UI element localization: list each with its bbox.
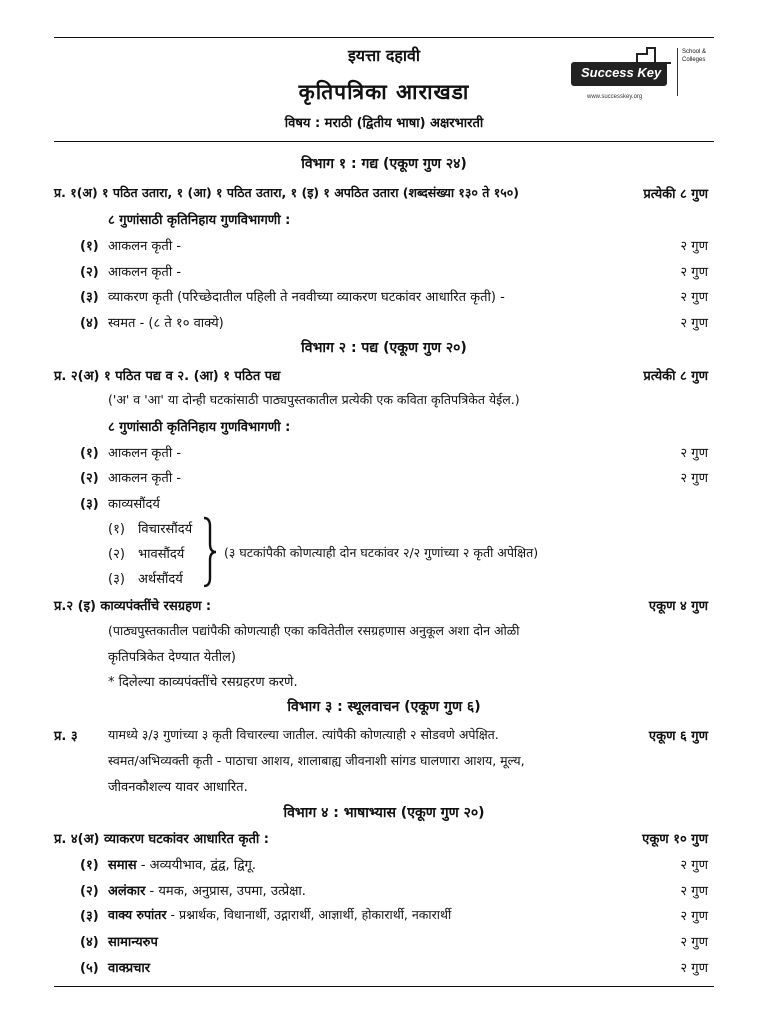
list-item-number: (१) bbox=[80, 239, 99, 254]
beauty-item-text: विचारसौंदर्य bbox=[138, 522, 193, 537]
beauty-note: (३ घटकांपैकी कोणत्याही दोन घटकांवर २/२ गुणांच्या २ कृती अपेक्षित) bbox=[224, 545, 539, 560]
section2-heading: विभाग २ : पद्य (एकूण गुण २०) bbox=[301, 340, 467, 356]
list-item-text: - यमक, अनुप्रास, उपमा, उत्प्रेक्षा. bbox=[145, 884, 306, 899]
list-item-marks: २ गुण bbox=[680, 265, 708, 280]
section2-note: ('अ' व 'आ' या दोन्ही घटकांसाठी पाठ्यपुस्तकातील प्रत्येकी एक कविता कृतिपत्रिकेत येईल.) bbox=[108, 392, 520, 407]
list-item bbox=[108, 881, 306, 899]
class-title: इयत्ता दहावी bbox=[347, 46, 421, 65]
list-item-title: वाक्प्रचार bbox=[108, 961, 151, 976]
list-item-marks: २ गुण bbox=[680, 961, 708, 976]
section1-heading: विभाग १ : गद्य (एकूण गुण २४) bbox=[301, 156, 467, 172]
list-item-number: (४) bbox=[80, 316, 99, 331]
list-item-number: (३) bbox=[80, 909, 99, 924]
section2-question: प्र. २(अ) १ पठित पद्य व २. (आ) १ पठित पद्य bbox=[54, 369, 281, 384]
list-item-marks: २ गुण bbox=[680, 239, 708, 254]
logo-text: Success Key bbox=[581, 65, 662, 80]
list-item bbox=[108, 906, 451, 923]
list-item-number: (३) bbox=[80, 497, 99, 512]
list-item-marks: २ गुण bbox=[680, 316, 708, 331]
list-item-marks: २ गुण bbox=[680, 909, 708, 924]
beauty-item-number: (३) bbox=[108, 572, 125, 587]
section2-e-line3: * दिलेल्या काव्यपंक्तींचे रसग्रहरण करणे. bbox=[108, 675, 298, 690]
section2-question-e: प्र.२ (इ) काव्यपंक्तींचे रसग्रहण : bbox=[54, 599, 212, 614]
list-item-marks: २ गुण bbox=[680, 446, 708, 461]
section2-e-line1: (पाठ्यपुस्तकातील पद्यांपैकी कोणत्याही एका कवितेतील रसग्रहणास अनुकूल अशा दोन ओळी bbox=[108, 623, 520, 638]
list-item-number: (४) bbox=[80, 935, 99, 950]
section1-question-marks: प्रत्येकी ८ गुण bbox=[643, 187, 708, 202]
list-item-text: आकलन कृती - bbox=[108, 265, 182, 280]
section3-line2: स्वमत/अभिव्यक्ती कृती - पाठाचा आशय, शालाबाह्य जीवनाशी सांगड घालणारा आशय, मूल्य, bbox=[108, 753, 525, 768]
list-item-text: - प्रश्नार्थक, विधानार्थी, उद्गारार्थी, आज्ञार्थी, होकारार्थी, नकारार्थी bbox=[166, 907, 452, 922]
header-rule bbox=[54, 141, 714, 142]
beauty-item-text: भावसौंदर्य bbox=[138, 547, 185, 562]
list-item bbox=[108, 958, 150, 976]
list-item-marks: २ गुण bbox=[680, 290, 708, 305]
list-item-marks: २ गुण bbox=[680, 858, 708, 873]
list-item-number: (३) bbox=[80, 290, 99, 305]
section4-question-marks: एकूण १० गुण bbox=[642, 832, 708, 847]
list-item-number: (१) bbox=[80, 446, 99, 461]
list-item-marks: २ गुण bbox=[680, 884, 708, 899]
list-item-number: (२) bbox=[80, 884, 99, 899]
section2-e-line2: कृतिपत्रिकेत देण्यात येतील) bbox=[108, 650, 236, 665]
main-title: कृतिपत्रिका आराखडा bbox=[298, 80, 470, 104]
logo-url: www.successkey.org bbox=[587, 94, 643, 100]
success-key-logo bbox=[567, 46, 717, 106]
logo-side-text: School & Colleges bbox=[677, 48, 712, 96]
list-item-number: (२) bbox=[80, 265, 99, 280]
list-item-title: वाक्य रुपांतर bbox=[108, 907, 167, 922]
section3-line3: जीवनकौशल्य यावर आधारित. bbox=[108, 780, 248, 795]
bottom-rule bbox=[54, 986, 714, 987]
list-item-text: काव्यसौंदर्य bbox=[108, 497, 160, 512]
list-item-text: स्वमत - (८ ते १० वाक्ये) bbox=[108, 316, 224, 331]
list-item-marks: २ गुण bbox=[680, 471, 708, 486]
list-item-title: अलंकार bbox=[108, 884, 146, 899]
beauty-item-number: (१) bbox=[108, 522, 125, 537]
beauty-item-text: अर्थसौंदर्य bbox=[138, 572, 183, 587]
list-item-title: सामान्यरुप bbox=[108, 935, 158, 950]
list-item-text: आकलन कृती - bbox=[108, 471, 182, 486]
top-rule bbox=[54, 37, 714, 38]
list-item-number: (५) bbox=[80, 961, 99, 976]
section2-question-e-marks: एकूण ४ गुण bbox=[648, 599, 708, 614]
section1-question: प्र. १(अ) १ पठित उतारा, १ (आ) १ पठित उतारा, १ (इ) १ अपठित उतारा (शब्दसंख्या १३० ते १५०) bbox=[54, 185, 519, 200]
list-item-text: व्याकरण कृती (परिच्छेदातील पहिली ते नववीच्या व्याकरण घटकांवर आधारित कृती) - bbox=[108, 290, 505, 305]
section3-heading: विभाग ३ : स्थूलवाचन (एकूण गुण ६) bbox=[287, 699, 481, 715]
curly-brace-icon bbox=[200, 516, 220, 588]
section4-heading: विभाग ४ : भाषाभ्यास (एकूण गुण २०) bbox=[283, 805, 485, 821]
list-item bbox=[108, 855, 256, 873]
subject-line: विषय : मराठी (द्वितीय भाषा) अक्षरभारती bbox=[284, 116, 484, 131]
section3-marks: एकूण ६ गुण bbox=[648, 729, 708, 744]
list-item-text: आकलन कृती - bbox=[108, 239, 182, 254]
section3-question-number: प्र. ३ bbox=[54, 729, 78, 744]
list-item-number: (१) bbox=[80, 858, 99, 873]
list-item-title: समास bbox=[108, 858, 137, 873]
list-item-text: आकलन कृती - bbox=[108, 446, 182, 461]
section4-question: प्र. ४(अ) व्याकरण घटकांवर आधारित कृती : bbox=[54, 832, 269, 847]
list-item-marks: २ गुण bbox=[680, 935, 708, 950]
section1-subheading: ८ गुणांसाठी कृतिनिहाय गुणविभागणी : bbox=[108, 213, 291, 228]
section2-question-marks: प्रत्येकी ८ गुण bbox=[643, 369, 708, 384]
section2-subheading: ८ गुणांसाठी कृतिनिहाय गुणविभागणी : bbox=[108, 420, 291, 435]
list-item bbox=[108, 932, 158, 950]
list-item-text: - अव्ययीभाव, द्वंद्व, द्विगू. bbox=[136, 858, 257, 873]
beauty-item-number: (२) bbox=[108, 547, 125, 562]
list-item-number: (२) bbox=[80, 471, 99, 486]
section3-line1: यामध्ये ३/३ गुणांच्या ३ कृती विचारल्या जातील. त्यांपैकी कोणत्याही २ सोडवणे अपेक्षित. bbox=[108, 727, 499, 742]
